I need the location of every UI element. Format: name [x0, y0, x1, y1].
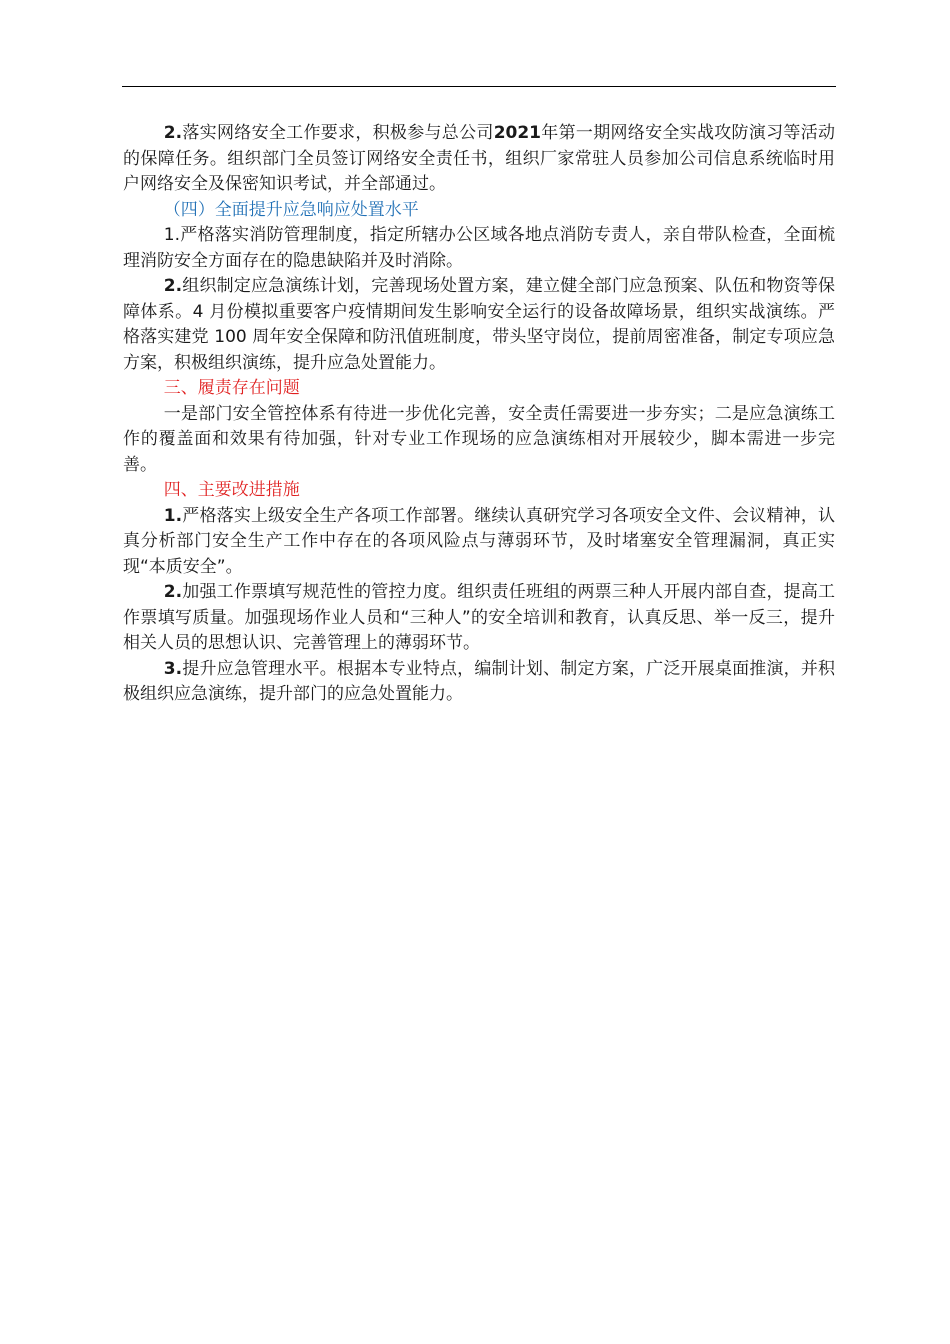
- body-paragraph: [123, 402, 835, 479]
- item-number: 2.: [163, 276, 183, 296]
- body-paragraph: [123, 580, 835, 657]
- item-number: 2.: [163, 582, 183, 602]
- text-run: 加强工作票填写规范性的管控力度。组织责任班组的两票三种人开展内部自查，提高工作票填写质量。加强现场作业人员和“三种人”的安全培训和教育，认真反思、举一反三，提升相关人员的思想认识、完善管理上的薄弱环节。: [123, 582, 835, 653]
- text-run: 一是部门安全管控体系有待进一步优化完善，安全责任需要进一步夯实；二是应急演练工作的覆盖面和效果有待加强，针对专业工作现场的应急演练相对开展较少，脚本需进一步完善。: [123, 403, 835, 475]
- section-heading: （四）全面提升应急响应处置水平: [163, 199, 419, 220]
- text-run: 2021: [493, 123, 542, 143]
- text-run: 严格落实上级安全生产各项工作部署。继续认真研究学习各项安全文件、会议精神，认真分析部门安全生产工作中存在的各项风险点与薄弱环节，及时堵塞安全管理漏洞，真正实现“本质安全”。: [123, 505, 835, 577]
- body-paragraph: [123, 223, 835, 274]
- section-heading: 四、主要改进措施: [163, 480, 300, 500]
- item-number: 1.: [163, 505, 183, 526]
- text-run: 提升应急管理水平。根据本专业特点，编制计划、制定方案，广泛开展桌面推演，并积极组织应急演练，提升部门的应急处置能力。: [123, 658, 835, 704]
- body-paragraph: [123, 657, 835, 708]
- section-heading: 三、履责存在问题: [163, 378, 300, 398]
- text-run: 年第一期网络安全实战攻防演习等活动的保障任务。组织部门全员签订网络安全责任书，组织厂家常驻人员参加公司信息系统临时用户网络安全及保密知识考试，并全部通过。: [123, 123, 836, 194]
- text-run: 落实网络安全工作要求，积极参与总公司: [182, 123, 494, 143]
- body-paragraph: [123, 274, 835, 376]
- text-run: 严格落实消防管理制度，指定所辖办公区域各地点消防专责人，亲自带队检查，全面梳理消防安全方面存在的隐患缺陷并及时消除。: [123, 225, 835, 271]
- header-rule: [122, 86, 836, 87]
- body-paragraph: [123, 121, 835, 198]
- text-run: 组织制定应急演练计划，完善现场处置方案，建立健全部门应急预案、队伍和物资等保障体系。4 月份模拟重要客户疫情期间发生影响安全运行的设备故障场景，组织实战演练。严格落实建党 100 周年安全保障和防汛值班制度，带头坚守岗位，提前周密准备，制定专项应急方案，积极组织演练，提升应急处置能力。: [123, 276, 835, 373]
- document-body: [123, 121, 835, 708]
- item-number: 3.: [163, 658, 183, 679]
- item-number: 2.: [163, 123, 183, 143]
- item-number: 1.: [163, 225, 181, 245]
- body-paragraph: [123, 504, 835, 581]
